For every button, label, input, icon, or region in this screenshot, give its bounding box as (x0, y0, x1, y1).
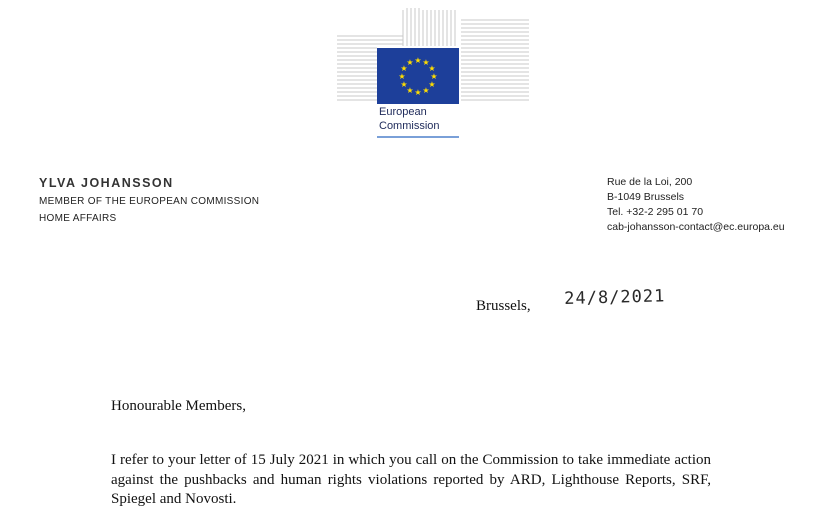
address-block (607, 175, 785, 235)
svg-text:★: ★ (428, 64, 436, 73)
svg-text:★: ★ (414, 56, 422, 65)
body-paragraph: I refer to your letter of 15 July 2021 in which you call on the Commission to take immediate action against the pushbacks and human rights violations reported by ARD, Lighthouse Reports, SRF, Spiegel and Novosti. (111, 452, 711, 507)
eu-flag-icon (377, 48, 459, 104)
sender-block (39, 176, 259, 224)
svg-text:★: ★ (400, 80, 408, 89)
svg-text:★: ★ (428, 80, 436, 89)
place-label: Brussels, (476, 298, 531, 314)
european-commission-logo (333, 6, 533, 141)
svg-text:★: ★ (398, 72, 406, 81)
address-tel: Tel. +32-2 295 01 70 (607, 206, 704, 218)
date-text: 24/8/2021 (564, 286, 666, 309)
sender-portfolio: HOME AFFAIRS (39, 213, 117, 224)
svg-text:★: ★ (422, 58, 430, 67)
svg-text:★: ★ (422, 86, 430, 95)
place-date (476, 286, 666, 315)
sender-name: YLVA JOHANSSON (39, 176, 174, 190)
address-city: B-1049 Brussels (607, 191, 685, 203)
logo-underline (377, 136, 459, 138)
greeting: Honourable Members, (111, 398, 246, 414)
logo-line-2: Commission (379, 120, 440, 132)
svg-text:★: ★ (430, 72, 438, 81)
svg-text:★: ★ (406, 58, 414, 67)
svg-text:★: ★ (414, 88, 422, 97)
handwritten-date (564, 286, 724, 333)
logo-text (379, 105, 440, 133)
svg-text:★: ★ (400, 64, 408, 73)
svg-text:★: ★ (406, 86, 414, 95)
address-street: Rue de la Loi, 200 (607, 176, 693, 188)
logo-line-1: European (379, 106, 427, 118)
address-email: cab-johansson-contact@ec.europa.eu (607, 221, 785, 233)
sender-title: MEMBER OF THE EUROPEAN COMMISSION (39, 196, 260, 207)
